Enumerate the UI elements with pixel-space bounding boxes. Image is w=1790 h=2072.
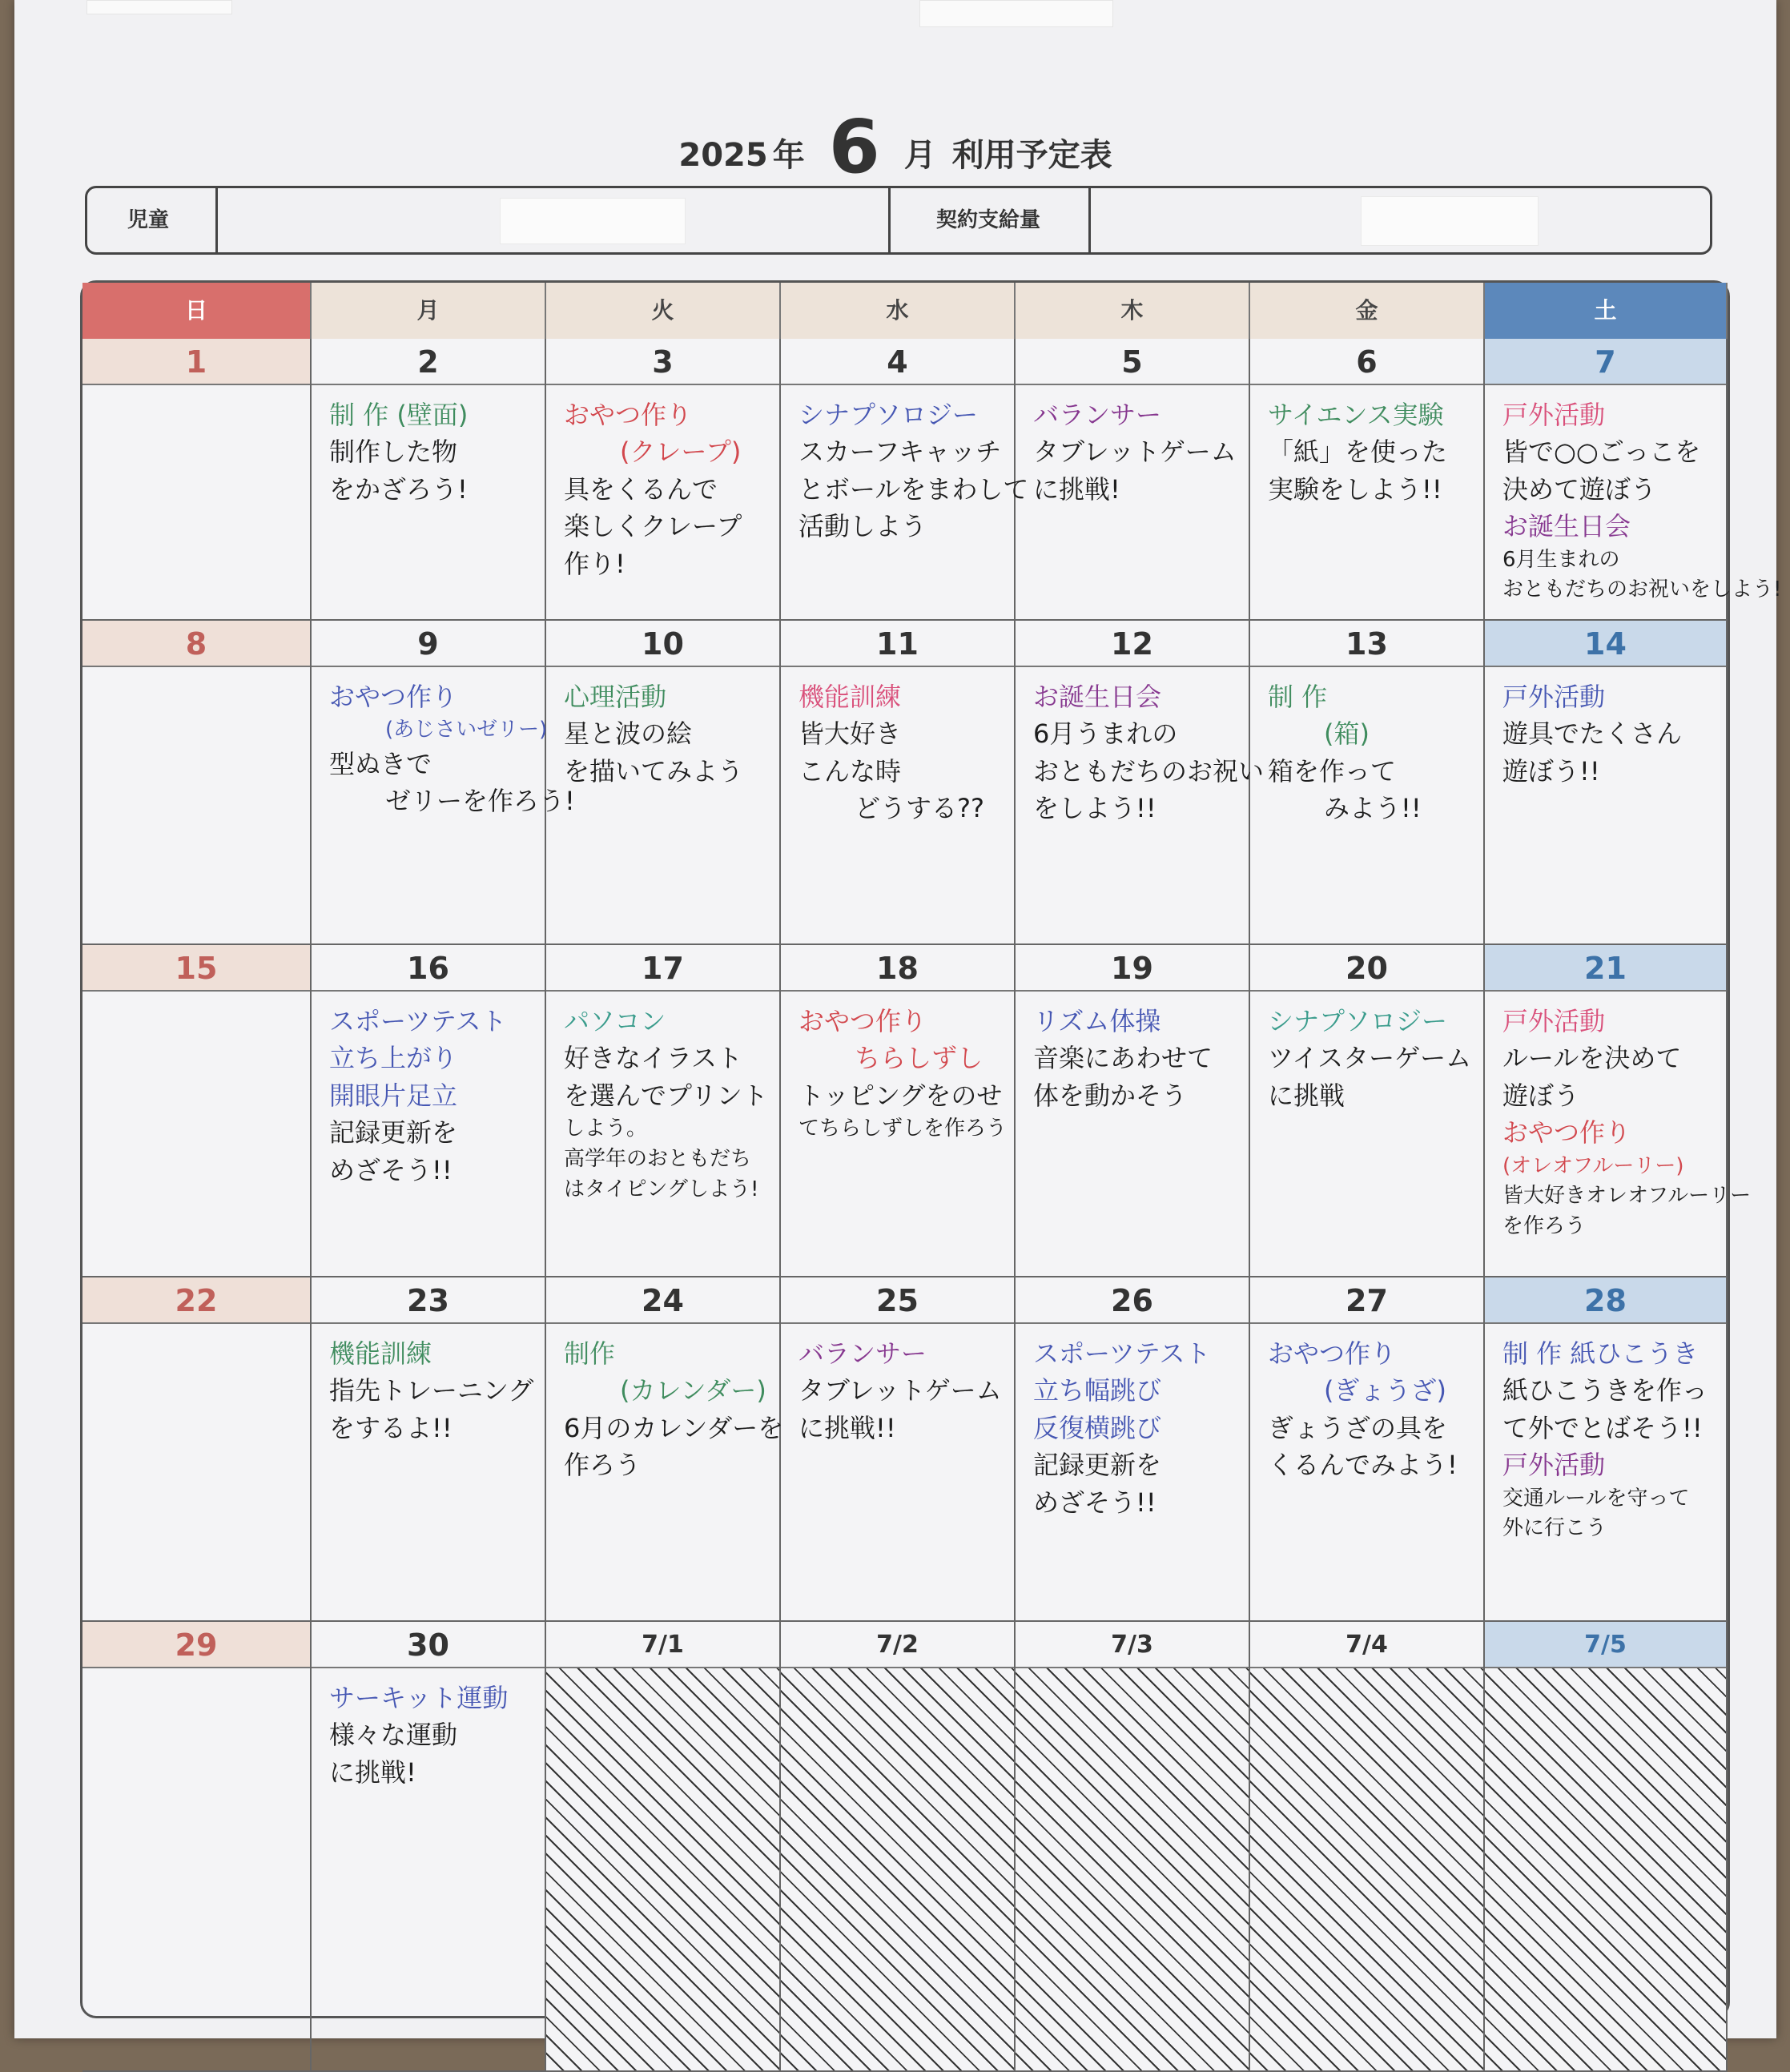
day-notes	[1016, 1324, 1249, 1620]
activity-note: 箱を作って	[1268, 755, 1397, 787]
activity-title: スポーツテスト	[329, 1006, 507, 1036]
activity-title: 制 作	[1268, 682, 1328, 712]
activity-note: 作り!	[564, 548, 625, 579]
day-cell	[781, 621, 1016, 945]
day-cell	[82, 1277, 312, 1622]
activity-title: シナプソロジー	[798, 400, 979, 430]
activity-note: てちらしずしを作ろう	[798, 1116, 1008, 1141]
day-cell	[546, 621, 781, 945]
activity-note: 記録更新を	[329, 1117, 458, 1149]
day-notes	[1250, 667, 1483, 943]
activity-title: おやつ作り	[329, 682, 458, 712]
activity-note: おともだちのお祝い	[1033, 755, 1265, 787]
activity-note: をかざろう!	[329, 473, 468, 505]
day-notes	[546, 385, 779, 619]
day-cell	[312, 945, 546, 1277]
day-cell	[1485, 339, 1782, 621]
day-notes	[1250, 385, 1483, 619]
activity-note: ぎょうざの具を	[1268, 1412, 1448, 1443]
date-number: 19	[1016, 945, 1249, 992]
date-number: 20	[1250, 945, 1483, 992]
activity-note: 遊ぼう	[1502, 1080, 1580, 1111]
day-cell	[312, 1622, 546, 2072]
activity-note: を作ろう	[1502, 1213, 1587, 1238]
tape-top-left	[86, 0, 232, 14]
activity-note: 高学年のおともだち	[564, 1146, 752, 1171]
activity-note: 交通ルールを守って	[1502, 1486, 1690, 1511]
day-cell	[546, 1622, 781, 2072]
activity-note: 星と波の絵	[564, 718, 693, 750]
activity-title: (カレンダー)	[620, 1375, 766, 1406]
activity-note: トッピングをのせ	[798, 1080, 1003, 1111]
day-notes	[1016, 385, 1249, 619]
activity-title: おやつ作り	[1502, 1117, 1631, 1149]
activity-note: 皆大好きオレオフルーリー	[1502, 1184, 1752, 1209]
allowance-label: 契約支給量	[936, 208, 1041, 232]
weekday-header-0: 日	[82, 283, 312, 339]
day-cell	[1485, 621, 1728, 945]
activity-note: をしよう!!	[1033, 793, 1156, 824]
activity-note: はタイピングしよう!	[564, 1177, 759, 1201]
activity-note: ルールを決めて	[1502, 1043, 1682, 1074]
activity-note: こんな時	[798, 755, 902, 787]
activity-note: 体を動かそう	[1033, 1080, 1188, 1111]
info-box	[85, 186, 1712, 255]
date-number: 5	[1016, 339, 1249, 385]
day-notes	[312, 667, 575, 943]
date-number: 3	[546, 339, 779, 385]
day-notes	[82, 992, 310, 1276]
day-notes	[1250, 992, 1483, 1276]
activity-note: 好きなイラスト	[564, 1043, 743, 1074]
activity-title: (ぎょうざ)	[1324, 1375, 1446, 1406]
activity-note: 「紙」を使った	[1268, 437, 1448, 468]
day-cell	[781, 1277, 1016, 1622]
activity-note: タブレットゲーム	[798, 1375, 1002, 1406]
activity-note: 6月うまれの	[1033, 718, 1178, 750]
day-notes	[1250, 1324, 1483, 1620]
activity-note: 紙ひこうきを作っ	[1502, 1375, 1708, 1406]
activity-title: 制 作 (壁面)	[329, 400, 469, 430]
activity-note: 決めて遊ぼう	[1502, 473, 1657, 505]
hatched-next-month-area	[1250, 1668, 1483, 2070]
activity-note: 制作した物	[329, 437, 458, 468]
day-notes	[781, 992, 1014, 1276]
date-number: 2	[312, 339, 545, 385]
activity-title: (あじさいゼリー)	[385, 718, 548, 742]
activity-note: 指先トレーニング	[329, 1375, 534, 1406]
activity-note: ツイスターゲーム	[1268, 1043, 1472, 1074]
activity-note: に挑戦!!	[798, 1412, 896, 1443]
day-cell	[546, 339, 781, 621]
date-number: 25	[781, 1277, 1014, 1324]
date-number: 28	[1485, 1277, 1726, 1324]
info-divider	[888, 188, 891, 252]
activity-title: 機能訓練	[798, 682, 902, 712]
date-number: 9	[312, 621, 545, 667]
activity-note: 活動しよう	[798, 511, 927, 542]
day-cell	[1250, 1277, 1485, 1622]
day-notes	[312, 385, 545, 619]
activity-title: シナプソロジー	[1268, 1006, 1448, 1036]
activity-note: て外でとばそう!!	[1502, 1412, 1703, 1443]
day-cell	[1485, 1622, 1728, 2072]
hatched-next-month-area	[546, 1668, 779, 2070]
day-notes	[312, 1324, 545, 1620]
activity-note: タブレットゲーム	[1033, 437, 1237, 468]
day-cell	[1250, 621, 1485, 945]
activity-title: バランサー	[1033, 400, 1162, 430]
day-cell	[82, 621, 312, 945]
date-number: 7	[1485, 339, 1726, 385]
activity-note: 具をくるんで	[564, 473, 718, 505]
day-cell	[1485, 1277, 1728, 1622]
date-number: 14	[1485, 621, 1726, 667]
activity-title: お誕生日会	[1033, 682, 1162, 712]
activity-note: を選んでプリント	[564, 1080, 768, 1111]
day-notes	[82, 385, 310, 619]
day-notes	[546, 1324, 784, 1620]
activity-title: 制 作 紙ひこうき	[1502, 1338, 1699, 1369]
activity-note: に挑戦!	[329, 1756, 416, 1788]
day-notes	[1485, 992, 1752, 1276]
date-number: 7/4	[1250, 1622, 1483, 1668]
activity-note: どうする??	[855, 793, 984, 824]
activity-title: (クレープ)	[620, 437, 742, 468]
activity-note: みよう!!	[1324, 793, 1422, 824]
page-title: 2025 年 6 月 利用予定表	[678, 104, 1112, 190]
activity-note: スカーフキャッチ	[798, 437, 1002, 468]
activity-note: 遊具でたくさん	[1502, 718, 1683, 750]
activity-note: をするよ!!	[329, 1412, 453, 1443]
day-notes	[1485, 667, 1726, 943]
day-notes	[1485, 385, 1782, 619]
activity-note: 様々な運動	[329, 1720, 458, 1751]
date-number: 11	[781, 621, 1014, 667]
day-cell	[312, 1277, 546, 1622]
activity-note: おともだちのお祝いをしよう!	[1502, 577, 1782, 602]
activity-note: 音楽にあわせて	[1033, 1043, 1213, 1074]
day-cell	[781, 1622, 1016, 2072]
day-cell	[1016, 1277, 1250, 1622]
activity-title: サーキット運動	[329, 1683, 509, 1713]
activity-note: くるんでみよう!	[1268, 1450, 1458, 1481]
activity-title: 戸外活動	[1502, 1006, 1606, 1036]
activity-note: 遊ぼう!!	[1502, 755, 1600, 787]
activity-title: 心理活動	[564, 682, 667, 712]
date-number: 29	[82, 1622, 310, 1668]
activity-title: 戸外活動	[1502, 682, 1606, 712]
activity-title: おやつ作り	[798, 1006, 927, 1036]
date-number: 10	[546, 621, 779, 667]
activity-title: 戸外活動	[1502, 1450, 1606, 1481]
day-cell	[1016, 339, 1250, 621]
date-number: 24	[546, 1277, 779, 1324]
activity-note: 記録更新を	[1033, 1450, 1162, 1481]
date-number: 22	[82, 1277, 310, 1324]
day-notes	[781, 1324, 1014, 1620]
activity-note: を描いてみよう	[564, 755, 744, 787]
activity-title: リズム体操	[1033, 1006, 1161, 1036]
date-number: 7/2	[781, 1622, 1014, 1668]
activity-title: 立ち上がり	[329, 1043, 458, 1074]
date-number: 8	[82, 621, 310, 667]
activity-note: 作ろう	[564, 1450, 642, 1481]
redacted-child-name	[500, 198, 686, 244]
hatched-next-month-area	[1485, 1668, 1726, 2070]
activity-note: めざそう!!	[329, 1154, 453, 1185]
day-notes	[546, 992, 779, 1276]
day-cell	[312, 339, 546, 621]
hatched-next-month-area	[781, 1668, 1014, 2070]
weekday-header-5: 金	[1250, 283, 1485, 339]
day-cell	[1250, 1622, 1485, 2072]
day-cell	[1016, 621, 1265, 945]
activity-title: 立ち幅跳び	[1033, 1375, 1162, 1406]
day-cell	[1016, 945, 1250, 1277]
day-cell	[546, 1277, 784, 1622]
activity-note: 皆で○○ごっこを	[1502, 437, 1701, 468]
date-number: 21	[1485, 945, 1726, 992]
date-number: 6	[1250, 339, 1483, 385]
date-number: 7/5	[1485, 1622, 1726, 1668]
activity-note: 6月生まれの	[1502, 547, 1620, 572]
day-cell	[546, 945, 781, 1277]
activity-note: しよう。	[564, 1116, 648, 1141]
activity-title: スポーツテスト	[1033, 1338, 1211, 1369]
date-number: 7/3	[1016, 1622, 1249, 1668]
day-notes	[82, 1668, 310, 2070]
activity-title: おやつ作り	[1268, 1338, 1397, 1369]
day-cell	[1250, 945, 1485, 1277]
date-number: 17	[546, 945, 779, 992]
activity-title: 制作	[564, 1338, 616, 1369]
day-notes	[781, 385, 1029, 619]
date-number: 26	[1016, 1277, 1249, 1324]
activity-note: に挑戦	[1268, 1080, 1346, 1111]
date-number: 15	[82, 945, 310, 992]
date-number: 30	[312, 1622, 545, 1668]
activity-title: サイエンス実験	[1268, 400, 1444, 430]
activity-title: パソコン	[564, 1006, 666, 1036]
day-notes	[1485, 1324, 1726, 1620]
activity-title: おやつ作り	[564, 400, 693, 430]
info-divider	[1088, 188, 1091, 252]
activity-title: (箱)	[1324, 718, 1370, 750]
activity-title: 開眼片足立	[329, 1080, 458, 1111]
activity-note: 楽しくクレープ	[564, 511, 742, 542]
child-label: 児童	[127, 208, 170, 232]
weekday-header-2: 火	[546, 283, 781, 339]
day-cell	[1250, 339, 1485, 621]
activity-note: 6月のカレンダーを	[564, 1412, 784, 1443]
paper-sheet	[14, 0, 1782, 2038]
day-notes	[1016, 992, 1249, 1276]
date-number: 1	[82, 339, 310, 385]
activity-note: とボールをまわして	[798, 473, 1029, 505]
activity-title: 機能訓練	[329, 1338, 432, 1369]
day-notes	[546, 667, 779, 943]
activity-title: 反復横跳び	[1033, 1412, 1162, 1443]
date-number: 7/1	[546, 1622, 779, 1668]
activity-note: 外に行こう	[1502, 1516, 1607, 1541]
day-cell	[82, 1622, 312, 2072]
info-divider	[215, 188, 218, 252]
hatched-next-month-area	[1016, 1668, 1249, 2070]
day-notes	[312, 992, 545, 1276]
activity-note: ゼリーを作ろう!	[385, 786, 575, 817]
activity-note: 実験をしよう!!	[1268, 473, 1442, 505]
activity-title: お誕生日会	[1502, 511, 1631, 542]
date-number: 27	[1250, 1277, 1483, 1324]
day-cell	[1016, 1622, 1250, 2072]
tape-top-right	[919, 0, 1113, 27]
activity-note: 皆大好き	[798, 718, 902, 750]
redacted-allowance-value	[1361, 196, 1539, 246]
day-notes	[312, 1668, 545, 2070]
day-cell	[781, 945, 1016, 1277]
date-number: 13	[1250, 621, 1483, 667]
day-cell	[1485, 945, 1752, 1277]
activity-note: 型ぬきで	[329, 749, 432, 780]
weekday-header-1: 月	[312, 283, 546, 339]
date-number: 12	[1016, 621, 1249, 667]
activity-title: ちらしずし	[855, 1043, 983, 1074]
weekday-header-6: 土	[1485, 283, 1728, 339]
day-cell	[82, 339, 312, 621]
activity-title: バランサー	[798, 1338, 927, 1369]
day-notes	[82, 1324, 310, 1620]
date-number: 16	[312, 945, 545, 992]
date-number: 18	[781, 945, 1014, 992]
activity-title: 戸外活動	[1502, 400, 1606, 430]
calendar-grid	[80, 280, 1782, 2018]
date-number: 4	[781, 339, 1014, 385]
activity-note: めざそう!!	[1033, 1487, 1156, 1518]
day-cell	[312, 621, 575, 945]
day-cell	[781, 339, 1029, 621]
activity-title: (オレオフルーリー)	[1502, 1153, 1684, 1178]
activity-note: に挑戦!	[1033, 473, 1120, 505]
day-notes	[1016, 667, 1265, 943]
day-cell	[82, 945, 312, 1277]
weekday-header-4: 木	[1016, 283, 1250, 339]
day-notes	[82, 667, 310, 943]
date-number: 23	[312, 1277, 545, 1324]
weekday-header-3: 水	[781, 283, 1016, 339]
day-notes	[781, 667, 1014, 943]
